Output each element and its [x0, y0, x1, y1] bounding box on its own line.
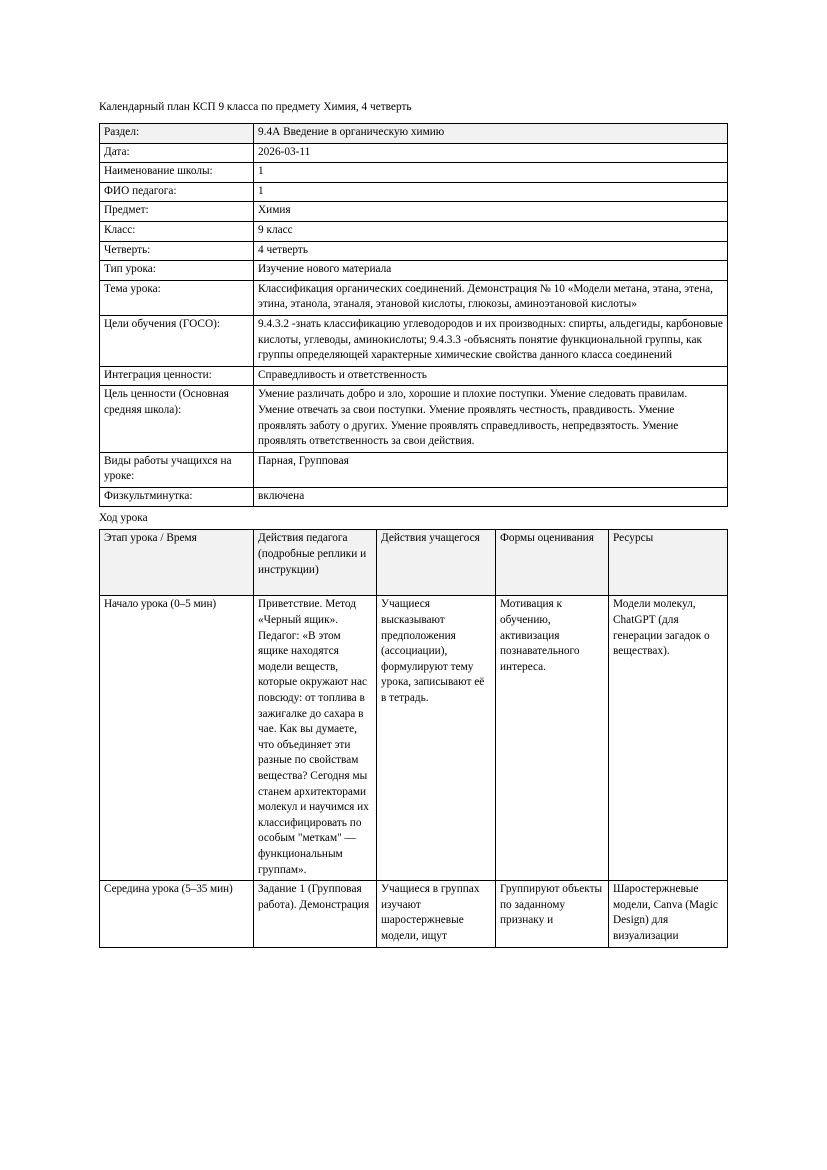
info-value-razdel: 9.4А Введение в органическую химию [254, 124, 728, 144]
info-value-topic: Классификация органических соединений. Демонстрация № 10 «Модели метана, этана, этена, этина, этанола, этаналя, этановой кислоты, глюкозы, аминоэтановой кислоты» [254, 280, 728, 315]
info-label-value-integration: Интеграция ценности: [100, 366, 254, 386]
info-value-quarter: 4 четверть [254, 241, 728, 261]
cell-student-start: Учащиеся высказывают предположения (ассоциации), формулируют тему урока, записывают её в тетрадь. [377, 596, 496, 881]
lesson-flow-heading: Ход урока [99, 512, 148, 525]
table-row [100, 202, 728, 222]
table-row [100, 143, 728, 163]
info-value-work-types: Парная, Групповая [254, 452, 728, 487]
cell-student-middle: Учащиеся в группах изучают шаростержневые модели, ищут [377, 881, 496, 947]
info-label-topic: Тема урока: [100, 280, 254, 315]
table-row [100, 163, 728, 183]
info-label-subject: Предмет: [100, 202, 254, 222]
table-row [100, 881, 728, 947]
lesson-flow-table [99, 529, 728, 947]
info-label-school: Наименование школы: [100, 163, 254, 183]
info-value-value-integration: Справедливость и ответственность [254, 366, 728, 386]
table-row [100, 182, 728, 202]
table-row [100, 315, 728, 366]
info-value-value-goal: Умение различать добро и зло, хорошие и плохие поступки. Умение следовать правилам. Умение отвечать за свои поступки. Умение проявлять честность, правдивость. Умение проявлять заботу о других. Умение проявлять справедливость, непредвзятость. Умение проявлять ответственность за свои действия. [254, 386, 728, 452]
info-value-class: 9 класс [254, 221, 728, 241]
info-label-quarter: Четверть: [100, 241, 254, 261]
lesson-info-body [100, 124, 728, 507]
info-value-data: 2026-03-11 [254, 143, 728, 163]
info-label-data: Дата: [100, 143, 254, 163]
info-value-lesson-type: Изучение нового материала [254, 261, 728, 281]
table-row [100, 124, 728, 144]
column-header-assessment-forms: Формы оценивания [496, 530, 609, 596]
table-row [100, 241, 728, 261]
info-label-value-goal: Цель ценности (Основная средняя школа): [100, 386, 254, 452]
column-header-teacher-actions: Действия педагога (подробные реплики и инструкции) [254, 530, 377, 596]
lesson-flow-header [100, 530, 728, 596]
info-label-class: Класс: [100, 221, 254, 241]
info-label-lesson-type: Тип урока: [100, 261, 254, 281]
column-header-stage: Этап урока / Время [100, 530, 254, 596]
table-row [100, 280, 728, 315]
column-header-student-actions: Действия учащегося [377, 530, 496, 596]
lesson-flow-body [100, 596, 728, 947]
cell-stage-start: Начало урока (0–5 мин) [100, 596, 254, 881]
table-row [100, 487, 728, 507]
info-label-objectives: Цели обучения (ГОСО): [100, 315, 254, 366]
cell-assessment-start: Мотивация к обучению, активизация познавательного интереса. [496, 596, 609, 881]
cell-assessment-middle: Группируют объекты по заданному признаку и [496, 881, 609, 947]
info-label-work-types: Виды работы учащихся на уроке: [100, 452, 254, 487]
table-header-row [100, 530, 728, 596]
table-row [100, 221, 728, 241]
cell-teacher-middle: Задание 1 (Групповая работа). Демонстрация [254, 881, 377, 947]
cell-resources-start: Модели молекул, ChatGPT (для генерации загадок о веществах). [609, 596, 728, 881]
table-row [100, 261, 728, 281]
info-value-objectives: 9.4.3.2 -знать классификацию углеводородов и их производных: спирты, альдегиды, карбоновые кислоты, углеводы, аминокислоты; 9.4.3.3 -объяснять понятие функциональной группы, как группы определяющей характерные химические свойства данного класса соединений [254, 315, 728, 366]
document-content [99, 99, 727, 948]
info-label-physical-minute: Физкультминутка: [100, 487, 254, 507]
info-value-physical-minute: включена [254, 487, 728, 507]
page-title: Календарный план КСП 9 класса по предмету Химия, 4 четверть [99, 101, 412, 113]
table-row [100, 386, 728, 452]
cell-teacher-start: Приветствие. Метод «Черный ящик». Педагог: «В этом ящике находятся модели веществ, которые окружают нас повсюду: от топлива в зажигалке до сахара в чае. Как вы думаете, что объединяет эти разные по свойствам вещества? Сегодня мы станем архитекторами молекул и научимся их классифицировать по особым "меткам" — функциональным группам». [254, 596, 377, 881]
table-row [100, 366, 728, 386]
column-header-resources: Ресурсы [609, 530, 728, 596]
lesson-info-table [99, 123, 728, 507]
info-value-subject: Химия [254, 202, 728, 222]
info-label-teacher: ФИО педагога: [100, 182, 254, 202]
info-label-razdel: Раздел: [100, 124, 254, 144]
info-value-teacher: 1 [254, 182, 728, 202]
info-value-school: 1 [254, 163, 728, 183]
cell-stage-middle: Середина урока (5–35 мин) [100, 881, 254, 947]
cell-resources-middle: Шаростержневые модели, Canva (Magic Design) для визуализации [609, 881, 728, 947]
table-row [100, 452, 728, 487]
table-row [100, 596, 728, 881]
